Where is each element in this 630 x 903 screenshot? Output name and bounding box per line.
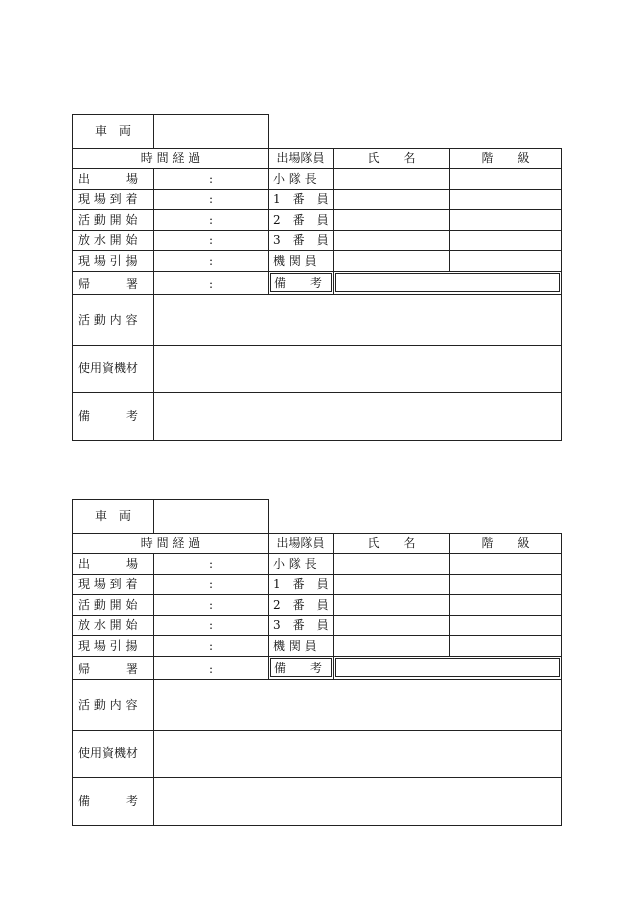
time-row-colon[interactable]: : xyxy=(208,192,214,206)
time-row-label: 現 場 引 揚 xyxy=(78,639,138,653)
time-row-label: 放 水 開 始 xyxy=(78,618,138,632)
time-section-divider xyxy=(268,533,269,679)
grid-row-line xyxy=(72,656,562,657)
time-row-colon[interactable]: : xyxy=(208,618,214,632)
crew-row-label: 2 番 員 xyxy=(273,598,329,612)
crew-label-divider xyxy=(333,148,334,294)
time-row-label: 活 動 開 始 xyxy=(78,598,138,612)
time-row-label: 出 場 xyxy=(78,172,139,186)
time-row-colon[interactable]: : xyxy=(208,598,214,612)
vehicle-value[interactable] xyxy=(158,506,263,526)
time-row-colon[interactable]: : xyxy=(208,277,214,291)
equipment-label: 使用資機材 xyxy=(78,746,139,760)
vehicle-label: 車 両 xyxy=(94,124,131,138)
rank-header: 階 級 xyxy=(481,536,530,550)
time-row-label: 活 動 開 始 xyxy=(78,213,138,227)
crew-row-label: 1 番 員 xyxy=(273,577,329,591)
remarks-label: 備 考 xyxy=(78,409,139,423)
remarks-short-label: 備 考 xyxy=(274,276,323,290)
time-row-colon[interactable]: : xyxy=(208,254,214,268)
activity-bottom-line xyxy=(72,345,562,346)
time-row-colon[interactable]: : xyxy=(208,662,214,676)
crew-row-label: 3 番 員 xyxy=(273,618,329,632)
remarks-short-label: 備 考 xyxy=(274,661,323,675)
grid-row-line xyxy=(72,679,562,680)
fire-report-form-1 xyxy=(0,114,630,454)
crew-header: 出場隊員 xyxy=(276,151,325,165)
crew-row-label: 2 番 員 xyxy=(273,213,329,227)
remarks-short-value-box xyxy=(335,658,560,677)
crew-label-divider xyxy=(333,533,334,679)
time-row-colon[interactable]: : xyxy=(208,639,214,653)
name-header: 氏 名 xyxy=(367,151,416,165)
crew-row-label: 3 番 員 xyxy=(273,233,329,247)
vehicle-divider xyxy=(153,499,154,534)
crew-row-label: 1 番 員 xyxy=(273,192,329,206)
time-header: 時 間 経 過 xyxy=(140,151,201,165)
crew-row-label: 小 隊 長 xyxy=(273,172,317,186)
vehicle-divider xyxy=(153,114,154,149)
vehicle-value[interactable] xyxy=(158,121,263,141)
time-row-label: 放 水 開 始 xyxy=(78,233,138,247)
crew-row-label: 小 隊 長 xyxy=(273,557,317,571)
time-section-divider xyxy=(268,148,269,294)
activity-bottom-line xyxy=(72,730,562,731)
grid-row-line xyxy=(72,294,562,295)
time-row-colon[interactable]: : xyxy=(208,213,214,227)
fire-report-form-2 xyxy=(0,499,630,839)
activity-label: 活 動 内 容 xyxy=(78,313,138,327)
time-row-colon[interactable]: : xyxy=(208,233,214,247)
time-row-label: 現 場 到 着 xyxy=(78,577,138,591)
crew-row-label: 機 関 員 xyxy=(273,639,317,653)
name-header: 氏 名 xyxy=(367,536,416,550)
vehicle-label: 車 両 xyxy=(94,509,131,523)
time-row-colon[interactable]: : xyxy=(208,577,214,591)
time-row-label: 出 場 xyxy=(78,557,139,571)
time-header: 時 間 経 過 xyxy=(140,536,201,550)
time-row-colon[interactable]: : xyxy=(208,172,214,186)
crew-row-label: 機 関 員 xyxy=(273,254,317,268)
activity-label: 活 動 内 容 xyxy=(78,698,138,712)
remarks-label: 備 考 xyxy=(78,794,139,808)
time-row-label: 帰 署 xyxy=(78,662,139,676)
rank-header: 階 級 xyxy=(481,151,530,165)
equipment-bottom-line xyxy=(72,777,562,778)
remarks-short-value-box xyxy=(335,273,560,292)
time-row-label: 帰 署 xyxy=(78,277,139,291)
crew-header: 出場隊員 xyxy=(276,536,325,550)
equipment-bottom-line xyxy=(72,392,562,393)
time-row-label: 現 場 到 着 xyxy=(78,192,138,206)
equipment-label: 使用資機材 xyxy=(78,361,139,375)
time-row-label: 現 場 引 揚 xyxy=(78,254,138,268)
grid-row-line xyxy=(72,271,562,272)
time-row-colon[interactable]: : xyxy=(208,557,214,571)
